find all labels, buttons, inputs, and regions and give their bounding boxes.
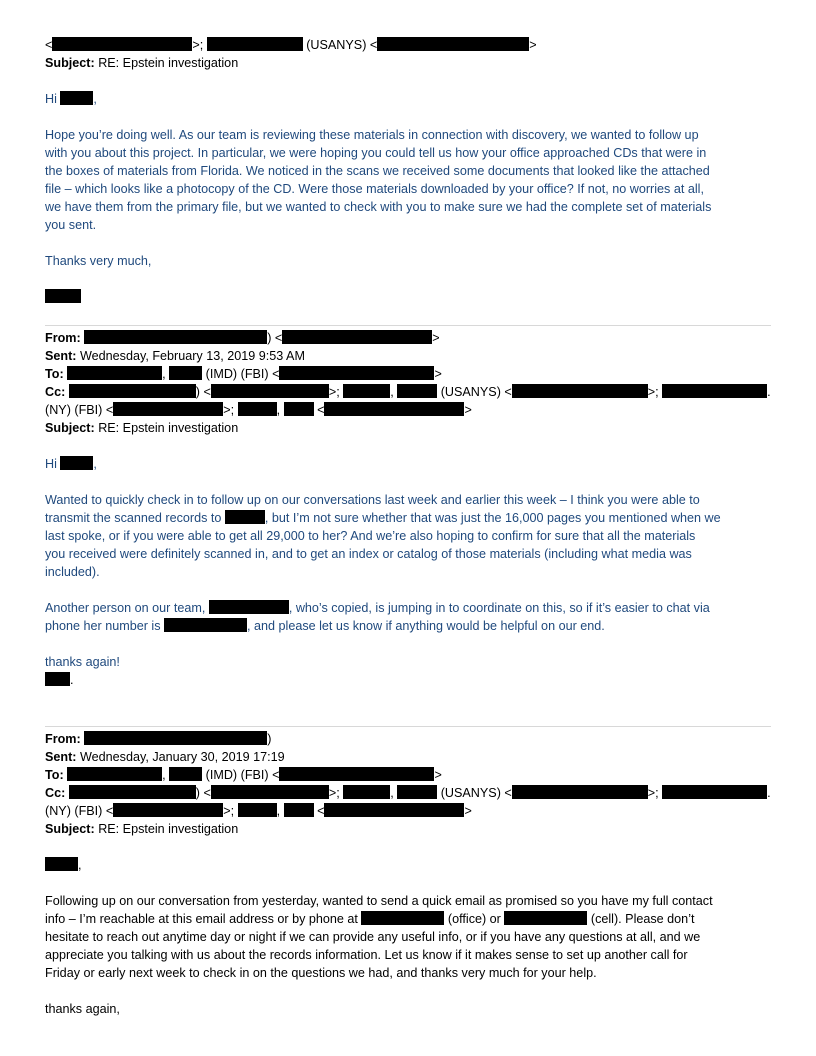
redaction [397,785,437,799]
redaction [45,672,70,686]
redaction [209,600,289,614]
body-line: we have them from the primary file, but we wanted to check with you to make sure we had the complete set of materials [45,200,712,214]
cc-line: Cc: ) < >; , (USANYS) < >; . [45,385,771,399]
signature: . [45,671,74,689]
redaction [512,785,648,799]
greeting: Hi , [45,457,97,471]
body-line: the boxes of materials from Florida. We noticed in the scans we received some documents that looked like the attached [45,164,710,178]
redaction [324,803,464,817]
redaction [207,37,303,51]
redaction [284,803,314,817]
redaction [662,384,767,398]
body-text: (cell). Please don’t [590,912,695,926]
redaction [397,384,437,398]
redaction [169,767,202,781]
to-line: To: , (IMD) (FBI) < > [45,768,442,782]
redaction [361,911,444,925]
redaction [504,911,587,925]
body-line: Wanted to quickly check in to follow up on our conversations last week and earlier this week – I think you were able to [45,493,700,507]
cc-label: Cc: [45,786,66,800]
body-line: last spoke, or if you were able to get all 29,000 to her? And we’re also hoping to confirm for sure that all the materials [45,529,696,543]
redaction [238,402,277,416]
to-label: To: [45,367,64,381]
to-label: To: [45,768,64,782]
redaction [67,366,162,380]
redaction [279,767,434,781]
redaction [238,803,277,817]
redaction [211,785,329,799]
from-line: From: ) < > [45,331,440,345]
redaction [113,803,223,817]
redaction [67,767,162,781]
sent-line [45,748,285,766]
body-line [45,910,695,928]
redaction [282,330,432,344]
redaction [45,857,78,871]
redaction [45,289,81,303]
sent-value: Wednesday, January 30, 2019 17:19 [79,750,285,764]
redaction [60,91,93,105]
body-line: you received were definitely scanned in, and to get an index or catalog of those materials (including what media was [45,547,692,561]
redaction [164,618,247,632]
body-text: info – I’m reachable at this email address or by phone at [45,912,358,926]
cc-line-continued: (NY) (FBI) < >; , < > [45,804,472,818]
redaction [225,510,265,524]
sent-label: Sent: [45,750,77,764]
body-line: Hope you’re doing well. As our team is reviewing these materials in connection with discovery, we wanted to follow up [45,128,699,142]
sent-line [45,347,305,365]
subject-line [45,419,238,437]
cc-tag: (USANYS) [440,385,501,399]
subject-value: RE: Epstein investigation [98,56,239,70]
cc-line: Cc: ) < >; , (USANYS) < >; . [45,786,771,800]
separator [45,325,771,326]
body-line: Friday or early next week to check in on the questions we had, and thanks very much for your help. [45,966,597,980]
redaction [512,384,648,398]
signature [45,288,81,306]
subject-line [45,820,238,838]
subject-value: RE: Epstein investigation [98,822,239,836]
redaction [377,37,529,51]
redaction [69,384,196,398]
body-line [45,617,605,635]
recipient-tag: (USANYS) [306,38,367,52]
body-text: , and please let us know if anything would be helpful on our end. [247,619,605,633]
redaction [84,731,267,745]
redaction [343,384,390,398]
body-line: Following up on our conversation from yesterday, wanted to send a quick email as promised so you have my full contact [45,894,713,908]
cc-tag: (NY) (FBI) [45,403,103,417]
body-line: with you about this project. In particular, we were hoping you could tell us how your office approached CDs that were in [45,146,707,160]
to-line: To: , (IMD) (FBI) < > [45,367,442,381]
cc-tag: (USANYS) [440,786,501,800]
body-text: transmit the scanned records to [45,511,222,525]
redaction [52,37,192,51]
sent-label: Sent: [45,349,77,363]
sent-value: Wednesday, February 13, 2019 9:53 AM [79,349,305,363]
subject-line [45,54,238,72]
redaction [169,366,202,380]
subject-label: Subject: [45,56,95,70]
body-text: (office) or [447,912,501,926]
cc-tag: (NY) (FBI) [45,804,103,818]
greeting-text: Hi [45,457,57,471]
body-text: Another person on our team, [45,601,206,615]
redaction [284,402,314,416]
closing: Thanks very much, [45,254,152,268]
redaction [113,402,223,416]
closing: thanks again! [45,655,120,669]
from-line: From: ) [45,732,272,746]
body-text: phone her number is [45,619,161,633]
redaction [69,785,196,799]
cc-line-continued: (NY) (FBI) < >; , < > [45,403,472,417]
to-tag: (IMD) (FBI) [205,367,269,381]
body-line: you sent. [45,218,97,232]
recipient-line: < >; (USANYS) < > [45,38,537,52]
separator [45,726,771,727]
subject-label: Subject: [45,421,95,435]
redaction [60,456,93,470]
greeting: Hi , [45,92,97,106]
body-line: appreciate you talking with us about the records information. Let us know if it makes sense to set up another call for [45,948,688,962]
greeting: , [45,856,82,874]
closing: thanks again, [45,1002,120,1016]
redaction [662,785,767,799]
body-line [45,599,710,617]
body-text: , but I’m not sure whether that was just the 16,000 pages you mentioned when we [264,511,721,525]
redaction [211,384,329,398]
subject-value: RE: Epstein investigation [98,421,239,435]
cc-label: Cc: [45,385,66,399]
redaction [324,402,464,416]
redaction [84,330,267,344]
redaction [279,366,434,380]
body-text: , who’s copied, is jumping in to coordinate on this, so if it’s easier to chat via [288,601,710,615]
subject-label: Subject: [45,822,95,836]
from-label: From: [45,331,81,345]
from-label: From: [45,732,81,746]
to-tag: (IMD) (FBI) [205,768,269,782]
body-line: included). [45,565,100,579]
body-line: file – which looks like a photocopy of the CD. Were those materials downloaded by your office? If not, no worries at all, [45,182,704,196]
body-line: hesitate to reach out anytime day or night if we can provide any useful info, or if you have any questions at all, and we [45,930,701,944]
redaction [343,785,390,799]
body-line [45,509,721,527]
greeting-text: Hi [45,92,57,106]
